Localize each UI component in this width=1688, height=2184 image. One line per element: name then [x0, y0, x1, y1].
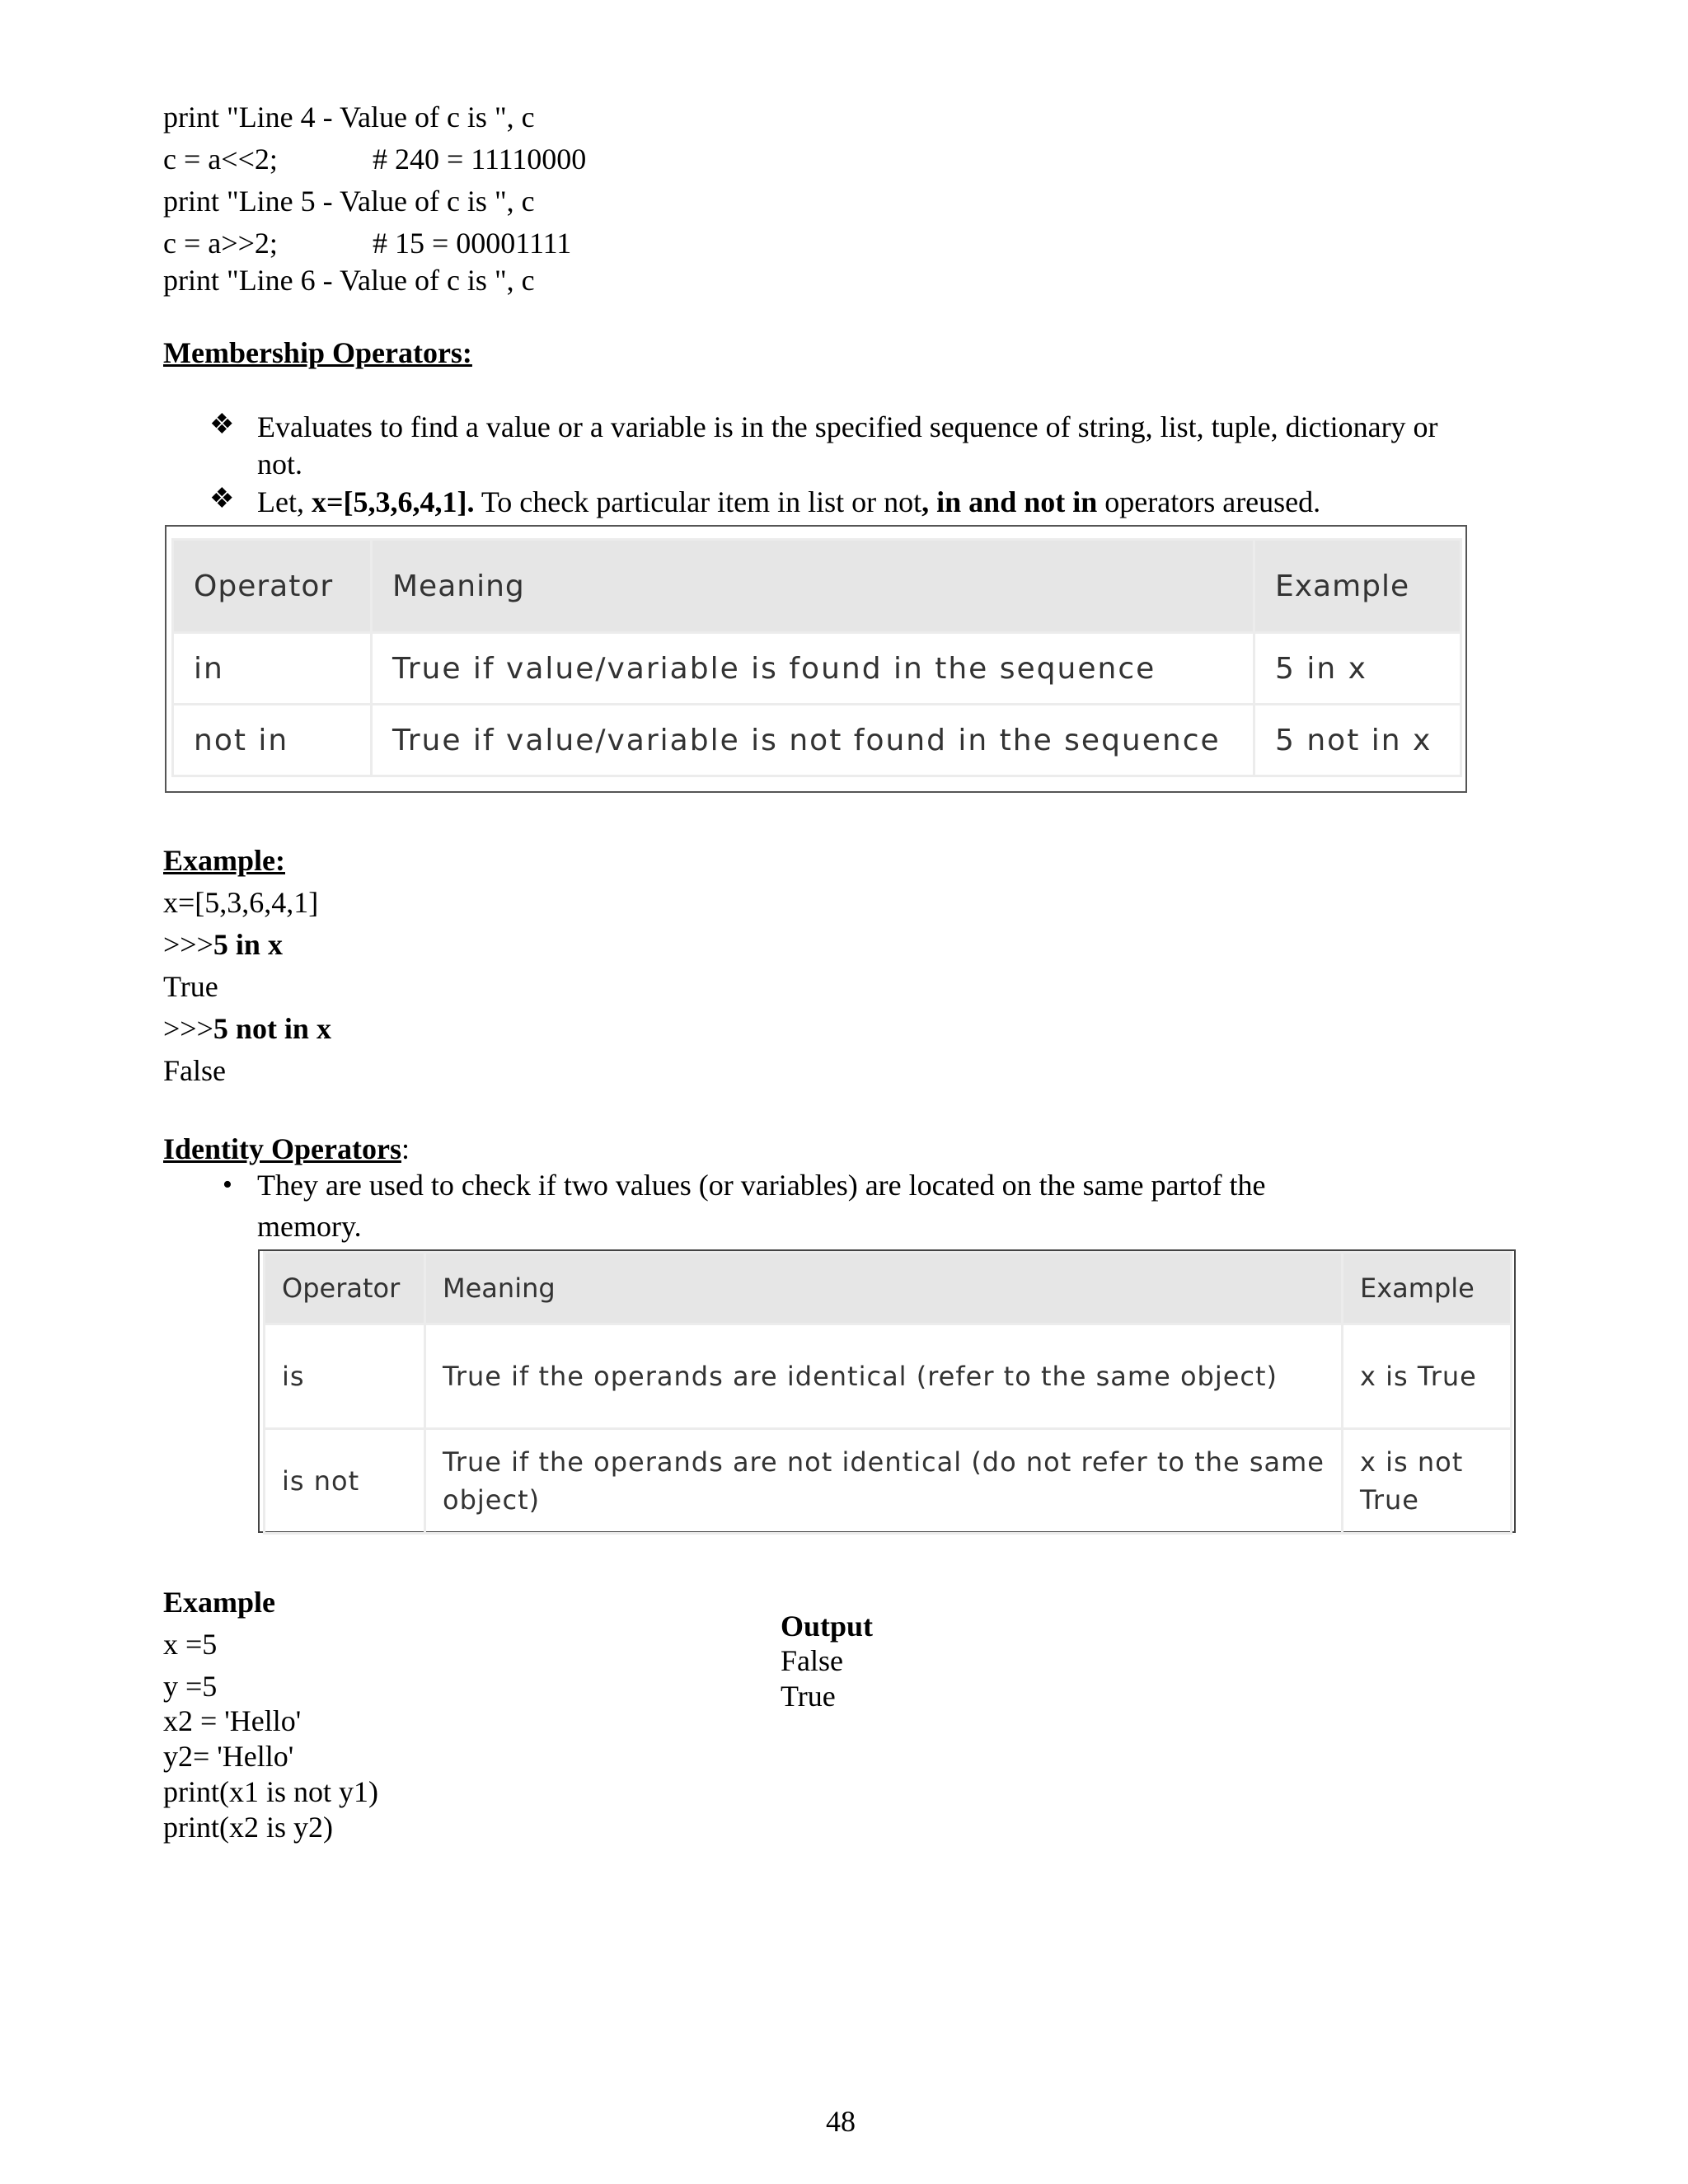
example-line: False	[163, 1054, 226, 1087]
diamond-bullet-icon: ❖	[209, 410, 235, 440]
table-header: Operator	[265, 1253, 425, 1324]
table-cell: True if value/variable is not found in the sequence	[372, 705, 1254, 776]
code-line: print "Line 6 - Value of c is ", c	[163, 264, 535, 297]
table-cell: True if the operands are not identical (do not refer to the same object)	[425, 1429, 1343, 1534]
example2-heading: Example	[163, 1586, 276, 1619]
table-header: Meaning	[372, 540, 1254, 633]
bullet-icon: •	[223, 1169, 232, 1200]
table-cell: 5 not in x	[1254, 705, 1461, 776]
identity-heading: Identity Operators:	[163, 1132, 410, 1165]
code-comment: # 240 = 11110000	[373, 143, 587, 176]
output-line: True	[781, 1680, 836, 1713]
code-line: c = a<<2; # 240 = 11110000	[163, 143, 587, 176]
table-header: Example	[1254, 540, 1461, 633]
code-line: print "Line 5 - Value of c is ", c	[163, 185, 535, 218]
diamond-bullet-icon: ❖	[209, 484, 235, 514]
example-line: >>>5 in x	[163, 928, 283, 961]
example-line: >>>5 not in x	[163, 1012, 331, 1045]
example2-line: x =5	[163, 1628, 218, 1661]
table-cell: True if value/variable is found in the sequence	[372, 633, 1254, 705]
identity-bullet: They are used to check if two values (or variables) are located on the same partof the	[257, 1169, 1266, 1202]
membership-heading: Membership Operators:	[163, 336, 472, 369]
code-comment: # 15 = 00001111	[373, 227, 572, 260]
example2-line: x2 = 'Hello'	[163, 1704, 302, 1737]
table-cell: x is not True	[1343, 1429, 1512, 1534]
table-header: Meaning	[425, 1253, 1343, 1324]
table-header-row	[265, 1253, 1512, 1324]
table-cell: True if the operands are identical (refer to the same object)	[425, 1324, 1343, 1429]
code-line: c = a>>2; # 15 = 00001111	[163, 227, 572, 260]
example2-line: print(x1 is not y1)	[163, 1775, 378, 1808]
example-heading: Example:	[163, 844, 285, 877]
membership-bullet-1: Evaluates to find a value or a variable is in the specified sequence of string, list, tuple, dictionary or	[257, 410, 1438, 443]
identity-bullet-cont: memory.	[257, 1210, 362, 1243]
membership-bullet-2: Let, x=[5,3,6,4,1]. To check particular item in list or not, in and not in operators areused.	[257, 485, 1321, 518]
table-cell: in	[173, 633, 372, 705]
example2-line: print(x2 is y2)	[163, 1811, 333, 1844]
output-heading: Output	[781, 1610, 874, 1643]
example2-line: y2= 'Hello'	[163, 1740, 294, 1773]
example-line: x=[5,3,6,4,1]	[163, 886, 319, 919]
table-cell: 5 in x	[1254, 633, 1461, 705]
table-header: Operator	[173, 540, 372, 633]
table-row	[265, 1429, 1512, 1534]
output-line: False	[781, 1644, 843, 1677]
example2-line: y =5	[163, 1670, 218, 1703]
table-row	[173, 705, 1461, 776]
table-cell: is	[265, 1324, 425, 1429]
table-cell: is not	[265, 1429, 425, 1534]
membership-table	[165, 525, 1467, 793]
code-line: print "Line 4 - Value of c is ", c	[163, 101, 535, 134]
page-number: 48	[826, 2105, 856, 2138]
membership-bullet-1-cont: not.	[257, 448, 303, 480]
table-cell: x is True	[1343, 1324, 1512, 1429]
identity-table	[258, 1249, 1516, 1533]
table-row	[173, 633, 1461, 705]
table-header: Example	[1343, 1253, 1512, 1324]
table-cell: not in	[173, 705, 372, 776]
table-header-row	[173, 540, 1461, 633]
example-line: True	[163, 970, 218, 1003]
table-row	[265, 1324, 1512, 1429]
